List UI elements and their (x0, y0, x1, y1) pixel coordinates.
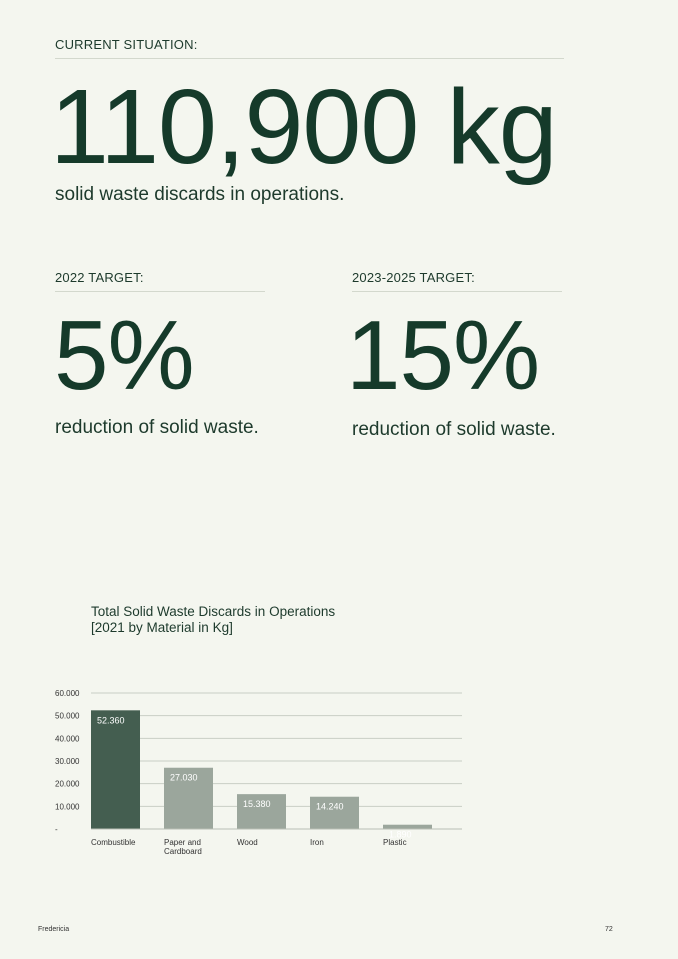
bar-value-label: 14.240 (316, 801, 344, 812)
divider (55, 58, 564, 59)
target-2022-caption: reduction of solid waste. (55, 417, 259, 438)
bar-value-label: 1.890 (389, 829, 412, 840)
chart-title (91, 604, 335, 636)
current-waste-value: 110,900 kg (50, 68, 557, 186)
bar-value-label: 15.380 (243, 799, 271, 810)
y-tick-label: 10.000 (55, 802, 80, 812)
target-2023-2025-caption: reduction of solid waste. (352, 419, 556, 440)
y-tick-label: 30.000 (55, 757, 80, 766)
target-2022-label: 2022 TARGET: (55, 270, 144, 285)
x-category-label: Plastic (383, 838, 407, 847)
y-tick-label: 40.000 (55, 734, 80, 744)
target-2023-2025-label: 2023-2025 TARGET: (352, 270, 475, 285)
bar-value-label: 27.030 (170, 772, 198, 783)
x-category-label: Paper and Cardboard (164, 838, 202, 856)
bar (91, 710, 140, 829)
divider (55, 291, 265, 292)
chart-title-line-1: Total Solid Waste Discards in Operations (91, 604, 336, 619)
y-tick-label: 20.000 (55, 779, 80, 789)
x-category-label: Wood (237, 838, 258, 847)
chart-title-line-2: [2021 by Material in Kg] (91, 620, 233, 635)
current-waste-caption: solid waste discards in operations. (55, 184, 345, 205)
bar-value-label: 52.360 (97, 715, 125, 726)
y-tick-label: 50.000 (55, 711, 80, 721)
y-tick-label: 60.000 (55, 689, 80, 698)
x-category-label: Combustible (91, 838, 136, 847)
footer-company: Fredericia (38, 926, 70, 933)
target-2023-2025-value: 15% (346, 300, 540, 410)
page-number: 72 (605, 926, 613, 933)
target-2022-value: 5% (54, 300, 194, 410)
y-tick-label: - (55, 825, 58, 834)
current-situation-label: CURRENT SITUATION: (55, 37, 198, 52)
x-category-label: Iron (310, 838, 324, 847)
waste-bar-chart (0, 680, 678, 870)
divider (352, 291, 562, 292)
bar (383, 825, 432, 829)
